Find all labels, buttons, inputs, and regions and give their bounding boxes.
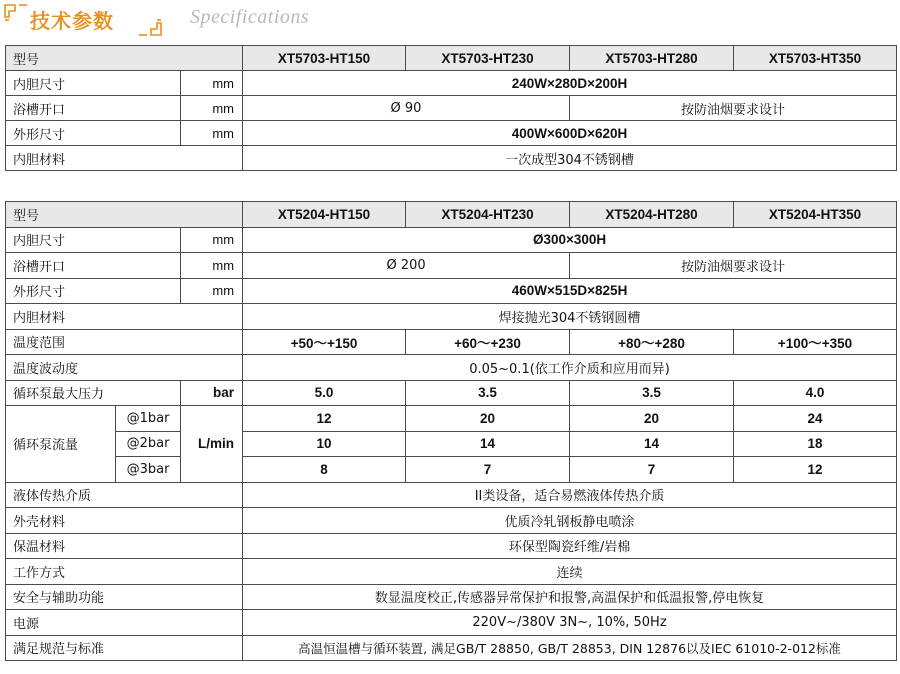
row-value: 12 [734, 457, 897, 483]
row-value: 焊接抛光304不锈钢圆槽 [243, 304, 897, 330]
row-label: 外形尺寸 [6, 278, 181, 304]
spec-table-xt5204 [5, 201, 897, 661]
model-cell: XT5703-HT350 [734, 46, 897, 71]
row-value: 0.05~0.1(依工作介质和应用而异) [243, 355, 897, 381]
model-label: 型号 [6, 46, 243, 71]
section-header [0, 0, 900, 40]
flow-condition: @1bar [116, 406, 181, 432]
row-unit: mm [181, 227, 243, 253]
table-row [6, 227, 897, 253]
table-row [6, 71, 897, 96]
row-label: 浴槽开口 [6, 96, 181, 121]
row-value: 一次成型304不锈钢槽 [243, 146, 897, 171]
row-value: 400W×600D×620H [243, 121, 897, 146]
table-row [6, 355, 897, 381]
model-cell: XT5703-HT150 [243, 46, 406, 71]
row-label: 内胆材料 [6, 304, 243, 330]
row-label: 工作方式 [6, 559, 243, 585]
table-row [6, 304, 897, 330]
row-value: 12 [243, 406, 406, 432]
row-unit: L/min [181, 406, 243, 483]
model-cell: XT5204-HT230 [406, 202, 570, 228]
model-cell: XT5703-HT280 [570, 46, 734, 71]
table-row [6, 482, 897, 508]
row-unit: mm [181, 121, 243, 146]
row-value: 5.0 [243, 380, 406, 406]
table-row [6, 329, 897, 355]
model-cell: XT5204-HT350 [734, 202, 897, 228]
row-value: 3.5 [570, 380, 734, 406]
row-value: +80～+280 [570, 329, 734, 355]
row-unit: mm [181, 253, 243, 279]
table-row [6, 278, 897, 304]
row-label: 安全与辅助功能 [6, 584, 243, 610]
row-label: 保温材料 [6, 533, 243, 559]
section-subtitle: Specifications [190, 6, 310, 28]
row-value: 240W×280D×200H [243, 71, 897, 96]
row-value: 3.5 [406, 380, 570, 406]
row-unit: mm [181, 96, 243, 121]
table-row [6, 610, 897, 636]
row-value: 高温恒温槽与循环装置, 满足GB/T 28850, GB/T 28853, DIN 12876以及IEC 61010-2-012标准 [243, 635, 897, 661]
row-value: 7 [570, 457, 734, 483]
table-row [6, 406, 897, 432]
row-value: Ø 200 [243, 253, 570, 279]
row-value: 220V~/380V 3N~, 10%, 50Hz [243, 610, 897, 636]
row-label: 电源 [6, 610, 243, 636]
spec-table-xt5703 [5, 45, 897, 171]
row-unit: mm [181, 278, 243, 304]
row-label: 温度范围 [6, 329, 243, 355]
table-row [6, 584, 897, 610]
row-label: 浴槽开口 [6, 253, 181, 279]
row-value: 按防油烟要求设计 [570, 253, 897, 279]
table-row [6, 380, 897, 406]
row-label: 内胆尺寸 [6, 71, 181, 96]
row-value: 数显温度校正,传感器异常保护和报警,高温保护和低温报警,停电恢复 [243, 584, 897, 610]
row-value: 14 [570, 431, 734, 457]
row-value: II类设备，适合易燃液体传热介质 [243, 482, 897, 508]
row-value: 优质冷轧钢板静电喷涂 [243, 508, 897, 534]
row-value: 10 [243, 431, 406, 457]
table-row [6, 202, 897, 228]
row-value: Ø300×300H [243, 227, 897, 253]
table-row [6, 146, 897, 171]
table-row [6, 635, 897, 661]
row-value: 7 [406, 457, 570, 483]
row-label: 液体传热介质 [6, 482, 243, 508]
row-value: 8 [243, 457, 406, 483]
table-row [6, 253, 897, 279]
table-row [6, 508, 897, 534]
row-value: 4.0 [734, 380, 897, 406]
row-label: 外形尺寸 [6, 121, 181, 146]
row-label: 内胆材料 [6, 146, 243, 171]
row-value: 环保型陶瓷纤维/岩棉 [243, 533, 897, 559]
flow-condition: @3bar [116, 457, 181, 483]
row-value: 460W×515D×825H [243, 278, 897, 304]
table-row [6, 457, 897, 483]
flow-condition: @2bar [116, 431, 181, 457]
table-row [6, 431, 897, 457]
table-row [6, 96, 897, 121]
table-row [6, 46, 897, 71]
row-value: 20 [570, 406, 734, 432]
row-label: 内胆尺寸 [6, 227, 181, 253]
row-value: 24 [734, 406, 897, 432]
row-label: 外壳材料 [6, 508, 243, 534]
row-label: 温度波动度 [6, 355, 243, 381]
section-title: 技术参数 [30, 9, 114, 33]
row-value: 14 [406, 431, 570, 457]
row-value: +50～+150 [243, 329, 406, 355]
row-unit: mm [181, 71, 243, 96]
model-label: 型号 [6, 202, 243, 228]
row-value: 按防油烟要求设计 [570, 96, 897, 121]
table-row [6, 533, 897, 559]
model-cell: XT5703-HT230 [406, 46, 570, 71]
row-value: +100～+350 [734, 329, 897, 355]
row-value: 20 [406, 406, 570, 432]
row-value: 连续 [243, 559, 897, 585]
row-unit: bar [181, 380, 243, 406]
model-cell: XT5204-HT280 [570, 202, 734, 228]
row-value: Ø 90 [243, 96, 570, 121]
row-label: 循环泵流量 [6, 406, 116, 483]
table-row [6, 559, 897, 585]
table-row [6, 121, 897, 146]
row-value: 18 [734, 431, 897, 457]
row-label: 满足规范与标准 [6, 635, 243, 661]
model-cell: XT5204-HT150 [243, 202, 406, 228]
row-value: +60～+230 [406, 329, 570, 355]
row-label: 循环泵最大压力 [6, 380, 181, 406]
